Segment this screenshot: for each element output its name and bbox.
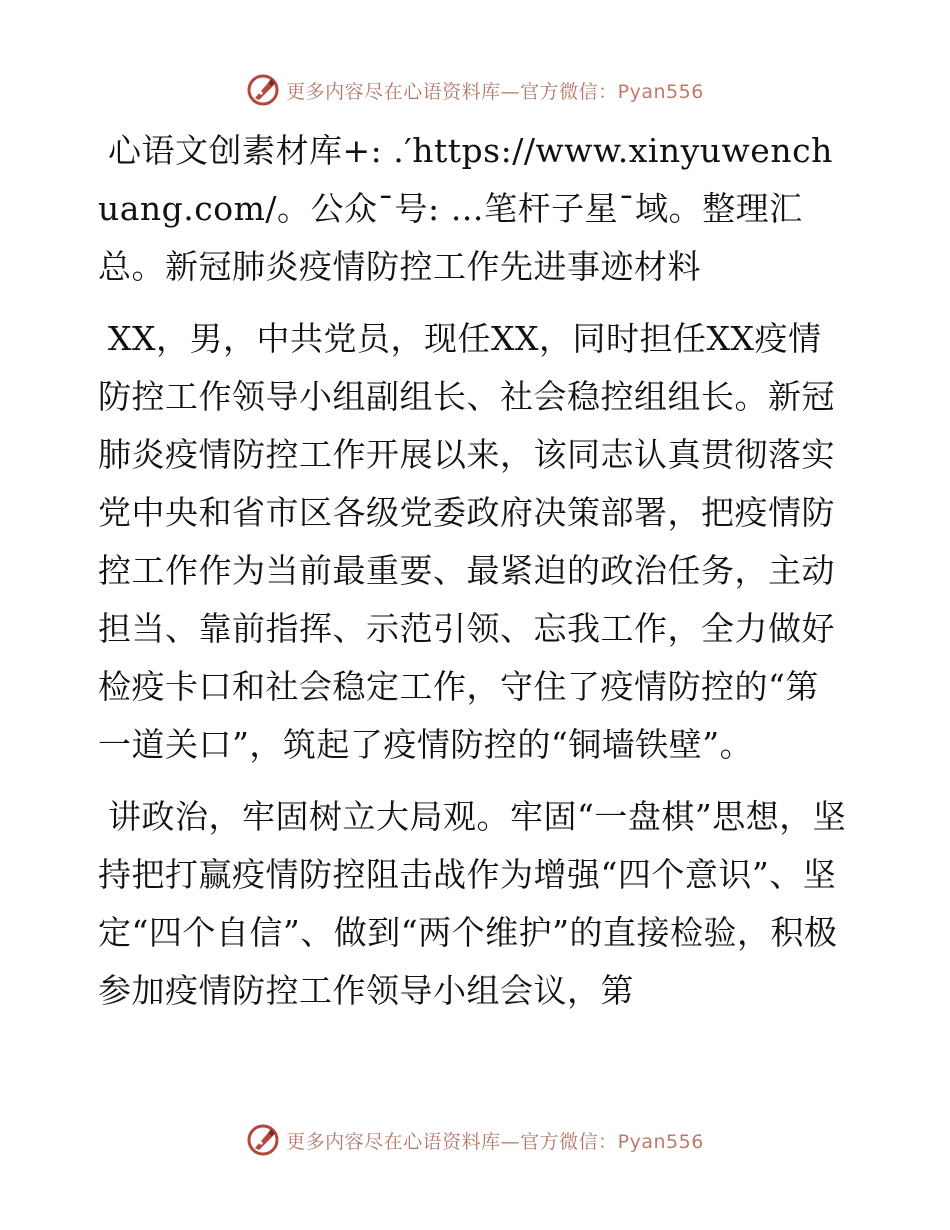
footer-watermark-banner (0, 1120, 950, 1160)
wechat-handle: Pyan556 (617, 1130, 704, 1153)
document-body (98, 122, 850, 1034)
header-watermark-text: 更多内容尽在心语资料库—官方微信：Pyan556 (286, 80, 704, 103)
wechat-handle: Pyan556 (617, 80, 704, 103)
paragraph-intro: 心语文创素材库+: .′https://www.xinyuwenchuang.com/。公众¯号: …笔杆子星¯域。整理汇总。新冠肺炎疫情防控工作先进事迹材料 (98, 131, 833, 286)
paragraph-politics: 讲政治，牢固树立大局观。牢固“一盘棋”思想，坚持把打赢疫情防控阻击战作为增强“四个意识”、坚定“四个自信”、做到“两个维护”的直接检验，积极参加疫情防控工作领导小组会议，第 (98, 797, 847, 1010)
pen-nib-logo-icon (246, 73, 280, 107)
header-watermark-banner (0, 70, 950, 110)
footer-watermark-text: 更多内容尽在心语资料库—官方微信：Pyan556 (286, 1130, 704, 1153)
pen-nib-logo-icon (246, 1123, 280, 1157)
paragraph-profile: XX，男，中共党员，现任XX，同时担任XX疫情防控工作领导小组副组长、社会稳控组组长。新冠肺炎疫情防控工作开展以来，该同志认真贯彻落实党中央和省市区各级党委政府决策部署，把疫情防控工作作为当前最重要、最紧迫的政治任务，主动担当、靠前指挥、示范引领、忘我工作，全力做好检疫卡口和社会稳定工作，守住了疫情防控的“第一道关口”，筑起了疫情防控的“铜墙铁壁”。 (98, 319, 835, 764)
